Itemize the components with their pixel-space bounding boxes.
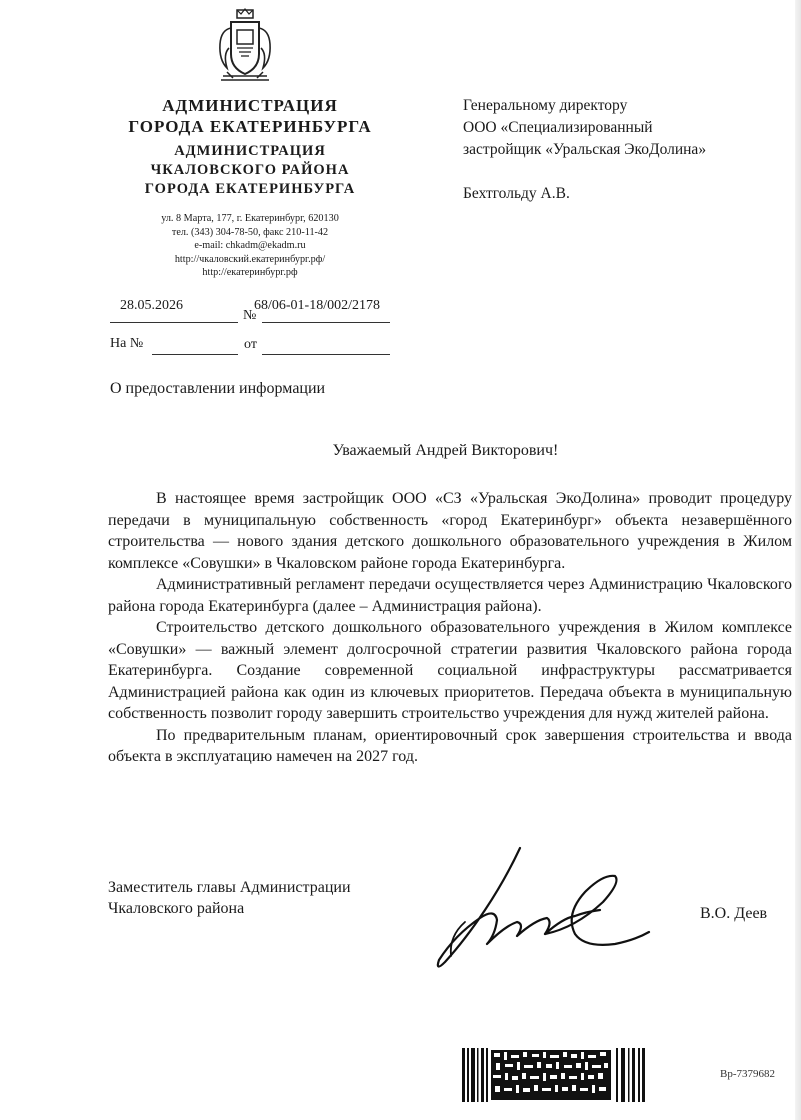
recipient-line3: застройщик «Уральская ЭкоДолина»: [463, 141, 707, 158]
dept-name-line2: ЧКАЛОВСКОГО РАЙОНА: [150, 162, 350, 178]
ref-number-underline: [152, 354, 238, 355]
signatory-title: [108, 877, 351, 919]
greeting: Уважаемый Андрей Викторович!: [332, 442, 559, 459]
body-paragraph-1: В настоящее время застройщик ООО «СЗ «Уральская ЭкоДолина» проводит процедуру передачи в муниципальную собственность «город Екатеринбург» объекта незавершённого строительства — нового здания детского дошкольного образовательного учреждения в Жилом комплексе «Совушки» в Чкаловском районе города Екатеринбурга.: [108, 490, 792, 572]
ref-label: На №: [110, 336, 144, 351]
phone: тел. (343) 304-78-50, факс 210-11-42: [171, 226, 329, 238]
coat-of-arms-icon: [215, 8, 275, 86]
dept-name: [110, 142, 390, 199]
reg-date: 28.05.2026: [120, 298, 183, 313]
document-id: Вр-7379682: [720, 1068, 775, 1080]
scan-edge-shadow: [795, 0, 801, 1120]
org-name: [110, 95, 390, 137]
org-name-line2: ГОРОДА ЕКАТЕРИНБУРГА: [128, 117, 372, 136]
reg-number-sign: №: [243, 308, 257, 323]
recipient-block: [463, 95, 783, 161]
body-paragraph-2: Административный регламент передачи осуществляется через Администрацию Чкаловского района города Екатеринбурга (далее – Администрация района).: [108, 576, 792, 615]
reg-date-underline: [110, 322, 238, 323]
address: ул. 8 Марта, 177, г. Екатеринбург, 620130: [161, 213, 339, 224]
letter-body: [108, 488, 792, 768]
reg-number: 68/06-01-18/002/2178: [254, 298, 380, 313]
contact-block: [110, 212, 390, 280]
subject-line: О предоставлении информации: [110, 380, 326, 397]
dept-name-line3: ГОРОДА ЕКАТЕРИНБУРГА: [144, 181, 356, 197]
signatory-name: В.О. Деев: [700, 905, 768, 922]
recipient-name: Бехтгольду А.В.: [463, 185, 570, 202]
reg-number-underline: [262, 322, 390, 323]
ref-date-underline: [262, 354, 390, 355]
org-name-line1: АДМИНИСТРАЦИЯ: [162, 96, 338, 115]
handwritten-signature: [425, 840, 655, 980]
body-paragraph-3: Строительство детского дошкольного образовательного учреждения в Жилом комплексе «Совушки» — важный элемент долгосрочной стратегии развития Чкаловского района города Екатеринбурга. Создание современной социальной инфраструктуры рассматривается Администрацией района как один из ключевых приоритетов. Передача объекта в муниципальную собственность позволит городу завершить строительство учреждения для нужд жителей района.: [108, 619, 792, 722]
signatory-title-line1: Заместитель главы Администрации: [108, 879, 351, 896]
body-paragraph-4: По предварительным планам, ориентировочный срок завершения строительства и ввода объекта в эксплуатацию намечен на 2027 год.: [108, 726, 792, 765]
recipient-line1: Генеральному директору: [463, 97, 628, 114]
website-city: http://екатеринбург.рф: [202, 267, 298, 279]
barcode-image: [458, 1046, 648, 1104]
dept-name-line1: АДМИНИСТРАЦИЯ: [174, 143, 326, 159]
recipient-line2: ООО «Специализированный: [463, 119, 653, 136]
email: e-mail: chkadm@ekadm.ru: [194, 240, 306, 252]
reg-date-field: [110, 298, 238, 324]
reg-number-field: [254, 298, 390, 324]
ref-from-label: от: [244, 337, 257, 352]
signatory-title-line2: Чкаловского района: [108, 900, 245, 917]
website-district: http://чкаловский.екатеринбург.рф/: [174, 253, 326, 265]
